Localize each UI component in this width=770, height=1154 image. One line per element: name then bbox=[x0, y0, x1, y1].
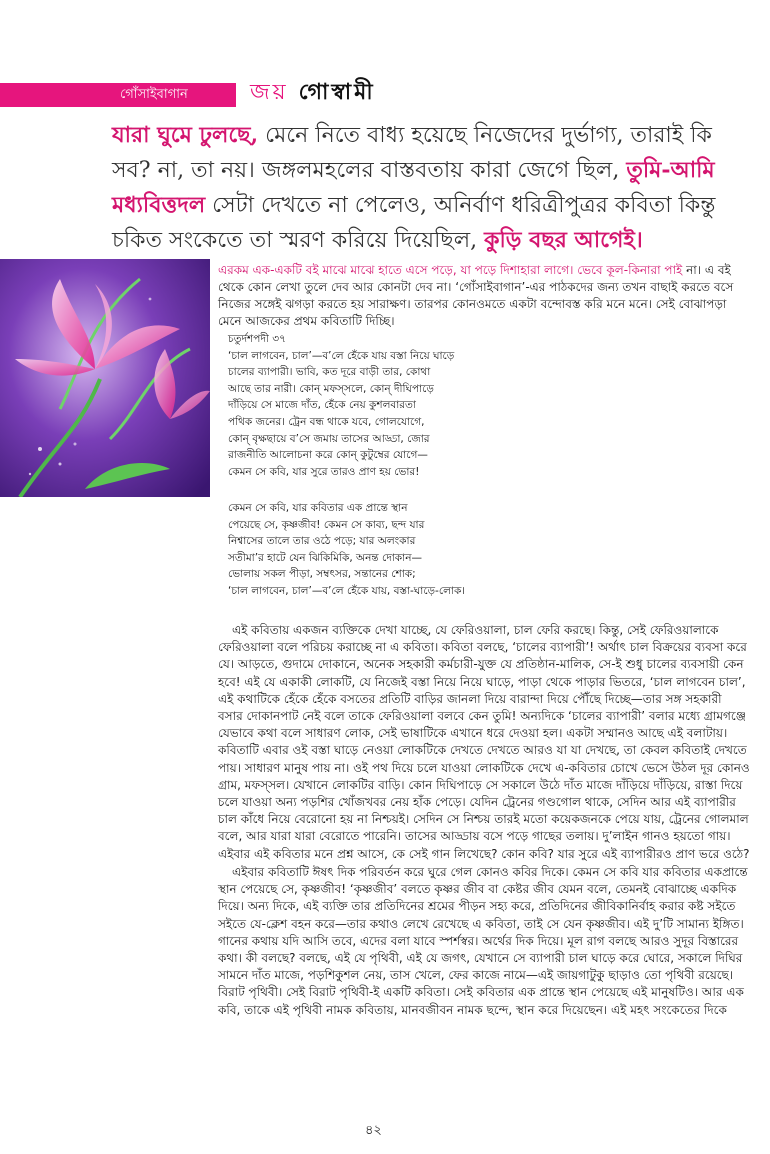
author-name bbox=[250, 78, 376, 108]
intro-blurb bbox=[112, 118, 732, 258]
author-first-name: জয় bbox=[250, 80, 299, 105]
intro-highlight: কুড়ি বছর আগেই। bbox=[484, 227, 643, 253]
section-title: গোঁসাইবাগান bbox=[120, 87, 188, 102]
poem-line: চালের ব্যাপারী। ভাবি, কত দূরে বাড়ী তার, কোথা bbox=[228, 366, 431, 379]
poem-line: ‘চাল লাগবেন, চাল’—ব’লে হেঁকে যায় বস্তা নিয়ে ঘাড়ে bbox=[228, 349, 455, 362]
poem-line: কোন্‌ বৃক্ষছায়ে ব’সে জমায় তাসের আড্ডা, জোর bbox=[228, 432, 430, 445]
lead-highlight: এরকম এক-একটি বই মাঝে মাঝে হাতে এসে পড়ে, যা পড়ে দিশাহারা লাগে। ভেবে কূল-কিনারা পাই bbox=[218, 263, 683, 277]
body-paragraph-2: এইবার কবিতাটি ঈষৎ দিক পরিবর্তন করে ঘুরে গেল কোনও কবির দিকে। কেমন সে কবি যার কবিতার একপ্রান্তে স্থান পেয়েছে সে, কৃষ্ণজীব! ‘কৃষ্ণজীব’ বলতে কৃষ্ণর জীব বা কেষ্টর জীব যেমন বলে, তেমনই বোঝাচ্ছে একদিক দিয়ে। অন্য দিকে, এই ব্যক্তি তার প্রতিদিনের শ্রমের পীড়ন সহ্য করে, প্রতিদিনের জীবিকানির্বাহ করার কষ্ট সইতে সইতে যে-ক্লেশ বহন করে—তার কথাও লেখে রেখেছে এ কবিতা, তাই সে যেন কৃষ্ণজীব। এই দু’টি সামান্য ইঙ্গিত। গানের কথায় যদি আসি তবে, এদের বলা যাবে স্পর্শস্বর। অর্থের দিক দিয়ে। মূল রাগ বলছে আরও সুদূর বিস্তারের কথা। কী বলছে? বলছে, এই যে পৃথিবী, এই যে জগৎ, যেখানে সে ব্যাপারী চাল ঘাড়ে করে ঘোরে, সকালে দিঘির সামনে দাঁত মাজে, পড়শিকুশল নেয়, তাস খেলে, ফের কাজে নামে—এই জায়গাটুকু ছাড়াও তো পৃথিবী রয়েছে। বিরাট পৃথিবী। সেই বিরাট পৃথিবী-ই একটি কবিতা। সেই কবিতার এক প্রান্তে স্থান পেয়েছে এই মানুষটিও। আর এক কবি, তাকে এই পৃথিবী নামক কবিতায়, মানবজীবন নামক ছন্দে, স্থান করে দিয়েছেন। এই মহৎ সংকেতের দিকে bbox=[218, 865, 748, 1017]
poem-line: আছে তার নারী। কোন্‌ মফস্সলে, কোন্‌ দীঘিপাড়ে bbox=[228, 382, 434, 395]
poem-line: কেমন সে কবি, যার সুরে তারও প্রাণ হয় ভোর! bbox=[228, 465, 420, 478]
lead-paragraph bbox=[218, 262, 750, 330]
intro-highlight: যারা ঘুমে ঢুলছে, bbox=[112, 122, 259, 148]
poem-line: দাঁড়িয়ে সে মাজে দাঁত, হেঁকে নেয় কুশলবারতা bbox=[228, 399, 416, 412]
page-number: ৪২ bbox=[365, 1123, 382, 1138]
poem-title: চতুর্দশপদী ৩৭ bbox=[228, 333, 286, 345]
intro-highlight: তুমি-আমি মধ্যবিত্তদল bbox=[112, 157, 715, 218]
lead-text: না। এ বই থেকে কোন লেখা তুলে দেব আর কোনটা দেব না। ‘গোঁসাইবাগান’-এর পাঠকদের জন্য তখন বাছাই করতে বসে নিজের সঙ্গেই ঝগড়া করতে হয় সারাক্ষণ। তারপর কোনওমতে একটা বন্দোবস্ত করি মনে মনে। সেই বোঝাপড়া মেনে আজকের প্রথম কবিতাটি দিচ্ছি। bbox=[218, 263, 734, 328]
poem-line: পেয়েছে সে, কৃষ্ণজীব! কেমন সে কাব্য, ছন্দ যার bbox=[228, 518, 425, 531]
intro-text: মেনে নিতে বাধ্য হয়েছে নিজেদের দুর্ভাগ্য, তারাই কি সব? না, তা নয়। জঙ্গলমহলের বাস্তবতায় কারা জেগে ছিল, bbox=[112, 123, 712, 183]
poem-line: কেমন সে কবি, যার কবিতার এক প্রান্তে স্থান bbox=[228, 502, 408, 514]
poem-line: নিশ্বাসের তালে তার ওঠে পড়ে; যার অলংকার bbox=[228, 535, 416, 548]
poem-line: সতীমা’র হাটে যেন ঝিকিমিকি, অনন্ত দোকান— bbox=[228, 551, 422, 564]
body-paragraph-1: এই কবিতায় একজন ব্যক্তিকে দেখা যাচ্ছে, যে ফেরিওয়ালা, চাল ফেরি করছে। কিন্তু, সেই ফেরিওয়ালাকে ফেরিওয়ালা বলে পরিচয় করাচ্ছে না এ কবিতা। কবিতা বলছে, ‘চালের ব্যাপারী’! অর্থাৎ চাল বিক্রয়ের ব্যবসা করে যে। আড়তে, গুদামে দোকানে, অনেক সহকারী কর্মচারী-যুক্ত যে প্রতিষ্ঠান-মালিক, সে-ই শুধু চালের ব্যবসায়ী কেন হবে! এই যে একাকী লোকটি, যে নিজেই বস্তা নিয়ে নিয়ে ঘাড়ে, পাড়া থেকে পাড়ার ভিতরে, ‘চাল লাগবেন চাল’, এই কথাটিকে হেঁকে হেঁকে বসতের প্রতিটি বাড়ির জানলা দিয়ে বারান্দা দিয়ে পৌঁছে দিচ্ছে—তার সঙ্গ সহকারী বসার দোকানপাট নেই বলে তাকে ফেরিওয়ালা বলবে কেন তুমি! অন্যদিকে ‘চালের ব্যাপারী’ বলার মধ্যে গ্রামগঞ্জে যেভাবে কথা বলে সাধারণ লোক, সেই ভাষাটিকে এখানে ধরে দেওয়া হল। একটা সম্মানও আছে এই বলাটায়। কবিতাটি এবার ওই বস্তা ঘাড়ে নেওয়া লোকটিকে দেখতে দেখতে আরও যা যা দেখছে, তা কেবল কবিতাই দেখতে পায়। সাধারণ মানুষ পায় না। ওই পথ দিয়ে চলে যাওয়া লোকটিকে দেখে এ-কবিতার চোখে ভেসে উঠল দূর কোনও গ্রাম, মফস্সল। যেখানে লোকটির বাড়ি। কোন দিঘিপাড়ে সে সকালে উঠে দাঁত মাজে দাঁড়িয়ে দাঁড়িয়ে, রাস্তা দিয়ে চলে যাওয়া অন্য পড়শির খোঁজখবর নেয় হাঁক পেড়ে। যেদিন ট্রেনের গণ্ডগোল থাকে, সেদিন আর এই ব্যাপারীর চাল কাঁধে নিয়ে বেরোনো হয় না নিশ্চয়ই। সেদিন সে নিশ্চয় তারই মতো কয়েকজনকে পেয়ে যায়, ট্রেনের গোলমাল বলে, আর যারা যারা বেরোতে পারেনি। তাসের আড্ডায় বসে পড়ে গাছের তলায়। দু’লাইন গানও হয়তো গায়। এইবার এই কবিতার মনে প্রশ্ন আসে, কে সেই গান লিখেছে? কোন কবি? যার সুরে এই ব্যাপারীরও প্রাণ ভরে ওঠে? bbox=[218, 623, 750, 861]
author-last-name: গোস্বামী bbox=[298, 80, 376, 105]
poem-stanza-1 bbox=[228, 331, 454, 480]
intro-text: সেটা দেখতে না পেলেও, অনির্বাণ ধরিত্রীপুত্রর কবিতা কিন্তু চকিত সংকেতে তা স্মরণ করিয়ে দিয়েছিল, bbox=[112, 193, 716, 253]
pink-flower-icon bbox=[0, 259, 210, 497]
section-header-bar bbox=[0, 83, 236, 107]
poem-line: ‘চাল লাগবেন, চাল’—ব’লে হেঁকে যায়, বস্তা-ঘাড়ে-লোক। bbox=[228, 584, 466, 597]
poem-stanza-2 bbox=[228, 500, 465, 600]
poem-line: ভোলায় সকল পীড়া, সম্বৎসর, সন্তানের শোক; bbox=[228, 568, 416, 581]
poem-line: রাজনীতি আলোচনা করে কোন্‌ কুটুম্বের যোগে— bbox=[228, 449, 428, 462]
poem-line: পথিক জনের। ট্রেন বন্ধ থাকে যবে, গোলযোগে, bbox=[228, 415, 425, 428]
